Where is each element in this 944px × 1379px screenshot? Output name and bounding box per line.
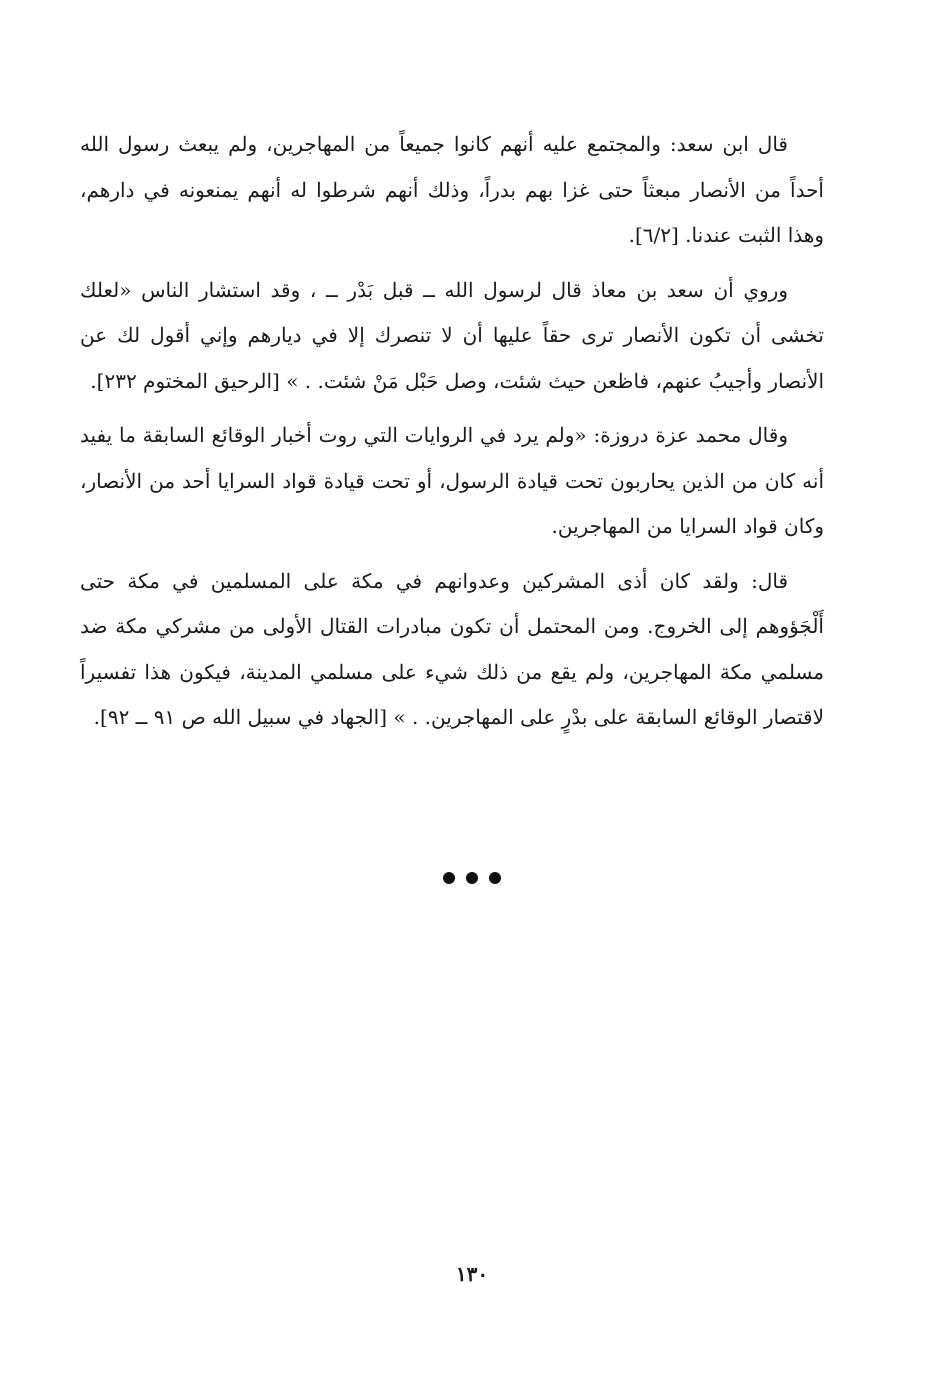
paragraph-darwaza-continued: قال: ولقد كان أذى المشركين وعدوانهم في مكة على المسلمين في مكة حتى أَلْجَؤوهم إلى الخروج. ومن المحتمل أن تكون مبادرات القتال الأولى من مشركي مكة ضد مسلمي مكة المهاجرين، ولم يقع من ذلك شيء على مسلمي المدينة، فيكون هذا تفسيراً لاقتصار الوقائع السابقة على بدْرٍ على المهاجرين. . » [الجهاد في سبيل الله ص ٩١ ــ ٩٢].: [80, 568, 824, 729]
paragraph-darwaza: وقال محمد عزة دروزة: «ولم يرد في الروايات التي روت أخبار الوقائع السابقة ما يفيد أنه كان من الذين يحاربون تحت قيادة الرسول، أو تحت قيادة قواد السرايا أحد من الأنصار، وكان قواد السرايا من المهاجرين.: [80, 423, 824, 538]
paragraph-saad-bin-muadh: وروي أن سعد بن معاذ قال لرسول الله ــ قبل بَدْر ــ ، وقد استشار الناس «لعلك تخشى أن تكون الأنصار ترى حقاً عليها أن لا تنصرك إلا في ديارهم وإني أقول لك عن الأنصار وأجيبُ عنهم، فاظعن حيث شئت، وصل حَبْل مَنْ شئت. . » [الرحيق المختوم ٢٣٢].: [80, 277, 824, 393]
paragraph-ibn-saad: قال ابن سعد: والمجتمع عليه أنهم كانوا جميعاً من المهاجرين، ولم يبعث رسول الله أحداً من الأنصار مبعثاً حتى غزا بهم بدراً، وذلك أنهم شرطوا له أنهم يمنعونه في دارهم، وهذا الثبت عندنا. [٦/٢].: [80, 132, 824, 247]
page-number: ١٣٠: [455, 1262, 489, 1286]
separator-dot: [466, 872, 478, 884]
separator-dot: [443, 872, 455, 884]
section-separator: [0, 872, 944, 884]
separator-dot: [489, 872, 501, 884]
body-text: [80, 122, 824, 750]
